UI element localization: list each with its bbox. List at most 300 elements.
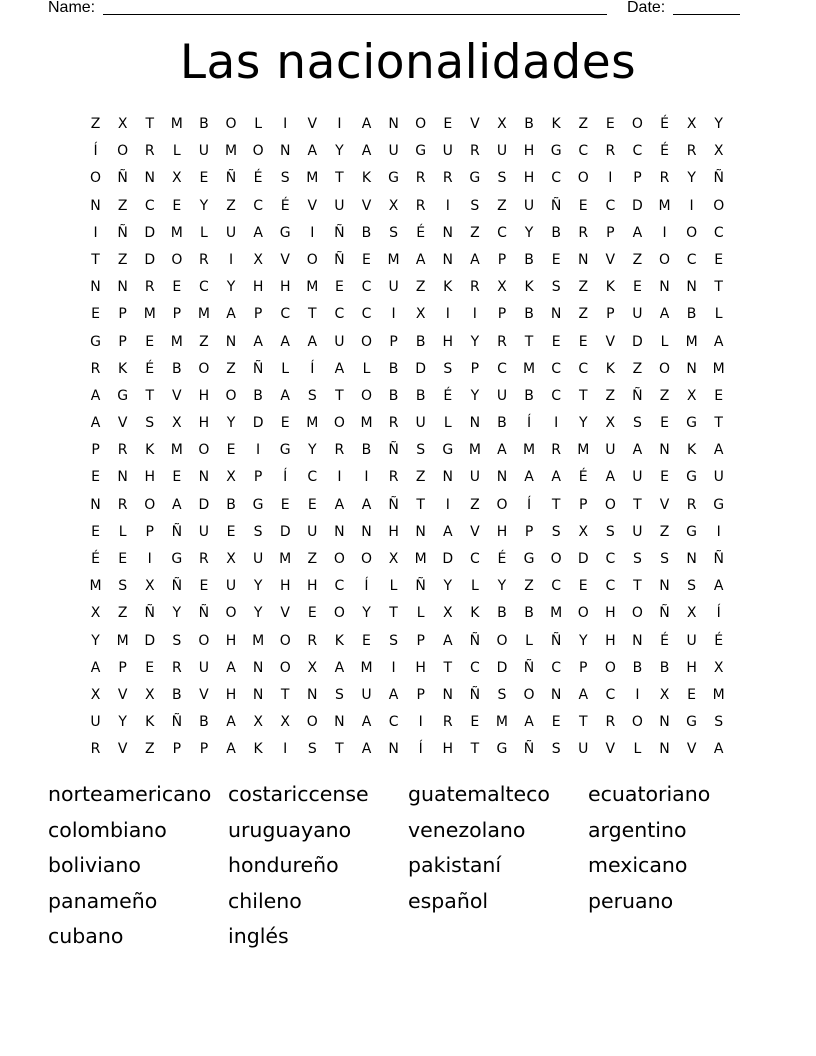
grid-letter: A — [172, 496, 182, 513]
grid-letter: O — [604, 659, 616, 676]
grid-letter: M — [414, 551, 427, 567]
grid-letter: V — [659, 496, 670, 513]
grid-letter: S — [551, 279, 561, 296]
grid-letter: D — [144, 251, 156, 268]
grid-row — [82, 464, 734, 491]
date-blank-line — [673, 14, 740, 15]
grid-letter: T — [714, 415, 723, 432]
grid-letter: D — [252, 415, 264, 432]
grid-letter: N — [442, 251, 453, 268]
grid-letter: I — [364, 469, 369, 486]
grid-letter: É — [91, 551, 100, 567]
grid-letter: X — [713, 659, 724, 676]
grid-letter: O — [360, 387, 372, 404]
grid-letter: B — [497, 415, 507, 432]
grid-letter: R — [307, 632, 318, 649]
grid-letter: L — [254, 116, 263, 132]
grid-letter: Í — [364, 578, 369, 595]
grid-letter: A — [713, 333, 724, 350]
grid-letter: L — [389, 578, 398, 595]
grid-letter: V — [172, 387, 182, 404]
grid-letter: N — [659, 578, 670, 595]
word-list-item: cubano — [48, 924, 124, 948]
grid-letter: B — [388, 387, 399, 404]
grid-letter: T — [443, 659, 453, 676]
grid-letter: H — [252, 279, 264, 296]
grid-letter: H — [686, 659, 697, 676]
grid-letter: B — [226, 496, 236, 513]
grid-letter: U — [334, 333, 345, 350]
grid-letter: G — [388, 170, 399, 187]
grid-letter: A — [497, 442, 507, 459]
grid-letter: H — [225, 686, 237, 703]
grid-letter: S — [172, 632, 182, 649]
grid-letter: Y — [199, 197, 209, 214]
grid-letter: O — [631, 714, 643, 731]
grid-letter: Í — [716, 605, 721, 622]
grid-letter: P — [606, 224, 615, 241]
grid-letter: O — [631, 116, 643, 132]
grid-letter: S — [307, 741, 317, 758]
grid-letter: E — [118, 551, 128, 567]
grid-letter: L — [470, 578, 479, 595]
grid-letter: U — [578, 741, 589, 758]
grid-letter: T — [91, 251, 100, 268]
grid-letter: E — [172, 279, 182, 296]
grid-letter: K — [551, 116, 561, 132]
grid-letter: O — [523, 686, 535, 703]
grid-letter: N — [117, 469, 128, 486]
grid-letter: X — [117, 116, 128, 132]
word-list-item: mexicano — [588, 853, 688, 877]
grid-letter: Ñ — [469, 632, 481, 649]
grid-letter: X — [144, 578, 155, 595]
grid-letter: N — [334, 523, 345, 540]
grid-letter: O — [360, 551, 372, 567]
grid-letter: C — [605, 197, 616, 214]
grid-letter: A — [334, 659, 345, 676]
grid-letter: R — [334, 442, 345, 459]
grid-letter: S — [714, 714, 724, 731]
grid-letter: X — [144, 686, 155, 703]
grid-letter: D — [442, 551, 454, 567]
grid-letter: U — [90, 714, 101, 731]
grid-letter: N — [659, 442, 670, 459]
grid-letter: T — [578, 387, 588, 404]
grid-letter: A — [415, 251, 426, 268]
grid-letter: É — [497, 551, 507, 567]
grid-letter: R — [415, 170, 426, 187]
grid-letter: Z — [659, 387, 670, 404]
grid-letter: R — [497, 333, 507, 350]
grid-letter: O — [144, 496, 156, 513]
grid-letter: E — [470, 714, 480, 731]
grid-letter: É — [660, 116, 669, 132]
grid-letter: N — [632, 632, 643, 649]
grid-letter: R — [144, 143, 155, 160]
grid-letter: N — [388, 116, 399, 132]
grid-letter: X — [226, 551, 236, 567]
grid-letter: P — [633, 170, 642, 187]
grid-letter: X — [686, 605, 697, 622]
grid-letter: Z — [524, 578, 534, 595]
grid-letter: A — [713, 578, 724, 595]
grid-letter: M — [523, 360, 536, 377]
word-search-grid — [82, 111, 734, 764]
grid-letter: R — [171, 659, 182, 676]
grid-letter: M — [685, 333, 698, 350]
grid-letter: A — [90, 387, 101, 404]
grid-letter: I — [93, 224, 98, 241]
grid-letter: E — [632, 279, 642, 296]
grid-letter: N — [442, 686, 453, 703]
grid-letter: H — [144, 469, 155, 486]
grid-letter: O — [631, 605, 643, 622]
grid-letter: T — [524, 333, 534, 350]
grid-letter: A — [632, 224, 643, 241]
grid-letter: O — [577, 605, 589, 622]
grid-letter: M — [523, 442, 536, 459]
grid-letter: I — [418, 714, 423, 731]
grid-letter: V — [361, 197, 372, 214]
grid-letter: L — [416, 605, 425, 622]
grid-letter: N — [659, 279, 670, 296]
grid-letter: Ñ — [144, 605, 155, 622]
grid-letter: S — [470, 197, 480, 214]
grid-letter: A — [578, 686, 589, 703]
grid-letter: R — [117, 496, 128, 513]
grid-letter: E — [578, 197, 588, 214]
grid-letter: C — [280, 306, 291, 323]
grid-letter: P — [118, 659, 127, 676]
grid-letter: Ñ — [388, 496, 399, 513]
grid-letter: P — [199, 741, 209, 758]
grid-letter: G — [252, 496, 264, 513]
grid-letter: P — [253, 469, 263, 486]
grid-letter: C — [551, 170, 562, 187]
grid-letter: S — [660, 551, 669, 567]
grid-letter: T — [308, 306, 317, 323]
grid-letter: O — [306, 714, 318, 731]
grid-letter: O — [279, 632, 291, 649]
grid-letter: X — [497, 279, 507, 296]
grid-letter: S — [551, 741, 561, 758]
grid-letter: E — [307, 605, 317, 622]
name-blank-line — [103, 14, 607, 15]
grid-letter: N — [90, 279, 101, 296]
grid-letter: H — [442, 333, 454, 350]
grid-letter: O — [333, 551, 345, 567]
grid-letter: Ñ — [415, 578, 426, 595]
grid-letter: O — [496, 496, 508, 513]
grid-letter: N — [442, 469, 453, 486]
grid-letter: O — [550, 551, 562, 567]
grid-letter: K — [605, 360, 615, 377]
grid-letter: B — [524, 387, 534, 404]
grid-letter: N — [252, 659, 264, 676]
grid-letter: T — [280, 686, 290, 703]
grid-letter: N — [90, 197, 101, 214]
grid-letter: V — [605, 333, 616, 350]
grid-letter: I — [337, 469, 342, 486]
grid-letter: P — [253, 306, 263, 323]
page-title: Las nacionalidades — [179, 35, 637, 90]
grid-letter: Y — [253, 605, 263, 622]
grid-letter: U — [334, 197, 345, 214]
grid-letter: N — [144, 170, 155, 187]
grid-row — [82, 492, 734, 519]
grid-letter: U — [469, 469, 480, 486]
grid-letter: K — [605, 279, 615, 296]
grid-letter: A — [361, 143, 372, 160]
grid-letter: E — [145, 659, 155, 676]
grid-letter: Y — [118, 714, 127, 731]
word-list-item: venezolano — [408, 817, 526, 842]
grid-letter: Y — [497, 578, 507, 595]
grid-letter: Z — [578, 306, 589, 323]
grid-letter: Y — [470, 387, 480, 404]
word-list-item: boliviano — [48, 853, 141, 877]
grid-letter: X — [226, 469, 236, 486]
grid-letter: X — [415, 306, 426, 323]
grid-letter: E — [660, 415, 669, 432]
grid-letter: Y — [91, 632, 100, 649]
grid-letter: U — [713, 469, 724, 486]
grid-letter: G — [171, 551, 183, 567]
grid-letter: C — [361, 279, 372, 296]
grid-row — [82, 628, 734, 655]
grid-letter: N — [388, 741, 399, 758]
grid-letter: B — [686, 306, 697, 323]
grid-letter: É — [660, 632, 669, 649]
grid-row — [82, 220, 734, 247]
grid-letter: U — [252, 551, 264, 567]
grid-letter: A — [280, 387, 290, 404]
grid-letter: Ñ — [659, 605, 670, 622]
grid-letter: V — [307, 197, 318, 214]
grid-letter: E — [660, 469, 669, 486]
date-label: Date: — [627, 0, 666, 16]
grid-letter: M — [143, 306, 156, 323]
grid-row — [82, 274, 734, 301]
grid-letter: V — [280, 605, 290, 622]
grid-letter: Ñ — [334, 224, 345, 241]
grid-letter: B — [497, 605, 507, 622]
grid-letter: U — [496, 387, 508, 404]
grid-letter: S — [416, 442, 426, 459]
grid-letter: P — [470, 360, 480, 377]
grid-letter: A — [334, 360, 345, 377]
grid-letter: P — [579, 659, 588, 676]
grid-letter: C — [334, 306, 345, 323]
grid-letter: P — [497, 306, 507, 323]
grid-letter: O — [333, 605, 345, 622]
grid-letter: R — [605, 714, 616, 731]
grid-letter: A — [280, 333, 290, 350]
grid-letter: O — [117, 143, 129, 160]
grid-letter: I — [283, 116, 288, 132]
grid-letter: K — [145, 714, 155, 731]
grid-letter: I — [391, 306, 396, 323]
grid-letter: X — [605, 415, 616, 432]
grid-letter: X — [280, 714, 290, 731]
grid-letter: H — [496, 523, 508, 540]
grid-letter: H — [307, 578, 318, 595]
grid-letter: K — [145, 442, 155, 459]
grid-letter: H — [279, 578, 291, 595]
grid-letter: O — [225, 605, 237, 622]
grid-letter: C — [578, 360, 589, 377]
grid-letter: P — [579, 496, 588, 513]
grid-letter: M — [658, 197, 671, 214]
grid-letter: Ñ — [523, 741, 535, 758]
grid-letter: N — [659, 741, 670, 758]
grid-letter: O — [171, 251, 183, 268]
grid-letter: E — [578, 333, 588, 350]
grid-letter: Z — [117, 197, 128, 214]
grid-letter: K — [443, 279, 453, 296]
grid-letter: N — [225, 333, 237, 350]
grid-letter: C — [632, 143, 643, 160]
grid-letter: G — [523, 551, 535, 567]
grid-letter: T — [470, 741, 480, 758]
grid-letter: M — [89, 578, 102, 595]
grid-letter: L — [714, 306, 723, 323]
grid-letter: C — [253, 197, 263, 214]
grid-letter: B — [415, 333, 426, 350]
grid-letter: P — [172, 741, 182, 758]
grid-letter: O — [659, 360, 671, 377]
grid-row — [82, 383, 734, 410]
grid-row — [82, 329, 734, 356]
grid-letter: N — [496, 469, 508, 486]
grid-letter: A — [226, 741, 236, 758]
grid-letter: O — [333, 415, 345, 432]
grid-row — [82, 519, 734, 546]
grid-letter: M — [170, 224, 183, 241]
grid-letter: E — [605, 116, 615, 132]
grid-letter: O — [225, 116, 237, 132]
grid-letter: H — [523, 143, 535, 160]
grid-letter: E — [443, 116, 453, 132]
grid-letter: S — [307, 387, 317, 404]
grid-letter: C — [497, 360, 507, 377]
grid-letter: U — [198, 523, 210, 540]
grid-letter: R — [117, 442, 128, 459]
grid-letter: Í — [418, 741, 423, 758]
grid-letter: S — [253, 523, 263, 540]
grid-letter: A — [361, 496, 372, 513]
grid-letter: E — [334, 279, 344, 296]
grid-letter: E — [91, 469, 100, 486]
grid-letter: I — [608, 170, 613, 187]
word-list-item: costariccense — [228, 782, 369, 806]
word-list-item: guatemalteco — [408, 782, 550, 806]
grid-letter: M — [279, 551, 292, 567]
grid-letter: Z — [415, 469, 426, 486]
grid-letter: Y — [226, 415, 236, 432]
grid-letter: Z — [497, 197, 507, 214]
grid-letter: A — [361, 741, 372, 758]
grid-letter: S — [443, 360, 453, 377]
grid-letter: Í — [93, 143, 98, 160]
grid-letter: N — [117, 279, 128, 296]
grid-letter: Z — [470, 224, 480, 241]
grid-letter: R — [415, 197, 426, 214]
grid-letter: I — [147, 551, 152, 567]
grid-letter: Ñ — [550, 632, 562, 649]
grid-letter: G — [686, 523, 698, 540]
word-list-item: ecuatoriano — [588, 782, 711, 806]
grid-letter: S — [118, 578, 128, 595]
grid-letter: Y — [308, 442, 317, 459]
grid-letter: Y — [362, 605, 371, 622]
header — [0, 0, 816, 20]
grid-row — [82, 111, 734, 138]
grid-letter: M — [170, 116, 183, 132]
grid-letter: C — [578, 143, 589, 160]
grid-letter: B — [415, 387, 426, 404]
grid-letter: B — [524, 251, 534, 268]
grid-letter: A — [659, 306, 670, 323]
grid-letter: Ñ — [713, 551, 724, 567]
grid-letter: O — [225, 387, 237, 404]
grid-letter: A — [713, 741, 724, 758]
grid-letter: Z — [578, 116, 589, 132]
grid-letter: E — [91, 523, 100, 540]
grid-letter: X — [90, 605, 101, 622]
grid-row — [82, 709, 734, 736]
grid-letter: O — [604, 496, 616, 513]
grid-row — [82, 573, 734, 600]
grid-letter: I — [283, 741, 288, 758]
grid-letter: R — [578, 224, 589, 241]
grid-letter: Y — [253, 578, 263, 595]
grid-letter: Ñ — [252, 360, 264, 377]
grid-row — [82, 600, 734, 627]
grid-letter: M — [360, 659, 373, 676]
grid-letter: P — [606, 306, 615, 323]
grid-letter: R — [551, 442, 561, 459]
grid-letter: G — [686, 469, 698, 486]
grid-letter: N — [198, 469, 210, 486]
grid-letter: S — [605, 523, 615, 540]
grid-letter: Y — [172, 605, 182, 622]
grid-letter: G — [117, 387, 129, 404]
grid-letter: E — [714, 387, 724, 404]
grid-letter: S — [334, 686, 344, 703]
grid-letter: P — [118, 333, 127, 350]
grid-letter: C — [361, 306, 372, 323]
grid-letter: A — [442, 632, 453, 649]
grid-letter: C — [605, 551, 616, 567]
grid-letter: E — [280, 415, 290, 432]
grid-letter: U — [523, 197, 535, 214]
grid-letter: X — [578, 523, 589, 540]
grid-letter: Ñ — [171, 714, 183, 731]
grid-letter: P — [145, 523, 154, 540]
grid-letter: R — [90, 360, 101, 377]
grid-letter: H — [388, 523, 399, 540]
grid-letter: I — [256, 442, 261, 459]
grid-letter: Z — [226, 360, 236, 377]
grid-letter: C — [551, 578, 562, 595]
grid-letter: B — [361, 442, 372, 459]
grid-letter: U — [198, 143, 210, 160]
grid-letter: C — [497, 224, 507, 241]
grid-row — [82, 682, 734, 709]
grid-letter: R — [144, 279, 155, 296]
